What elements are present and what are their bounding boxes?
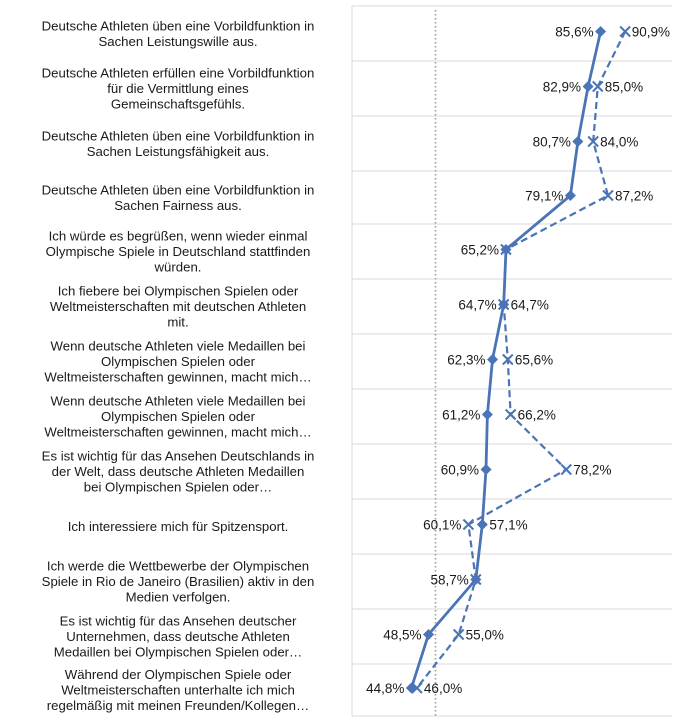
category-label-line: Wenn deutsche Athleten viele Medaillen bei [50, 338, 306, 354]
series-1-value-label: 64,7% [458, 297, 497, 313]
category-label [42, 559, 315, 605]
category-label-line: Weltmeisterschaften mit deutschen Athleten [49, 299, 307, 314]
series-2-marker [463, 520, 473, 530]
category-label-line: würden. [154, 259, 202, 275]
series-2-value-label: 66,2% [517, 407, 556, 423]
series-1-line [411, 32, 600, 689]
series-1-value-label: 60,1% [423, 517, 462, 533]
category-label-line: Ich werde die Wettbewerbe der Olympischen [46, 558, 310, 574]
series-1-marker [482, 409, 493, 420]
category-label-line: regelmäßig mit meinen Freunden/Kollegen… [46, 698, 310, 713]
series-1-value-label: 65,2% [460, 242, 499, 258]
series-1-value-label: 85,6% [555, 24, 594, 40]
series-2-marker [620, 27, 630, 37]
category-label-line: Olympischen Spielen oder [101, 409, 255, 424]
series-2-value-label: 90,9% [631, 24, 670, 40]
category-label-line: mit. [167, 314, 189, 330]
series-1-value-label: 61,2% [442, 407, 481, 423]
series-2-value-label: 46,0% [423, 681, 463, 696]
category-label [68, 519, 289, 534]
series-2-value-label: 65,6% [514, 352, 554, 368]
category-label-line: Deutsche Athleten üben eine Vorbildfunktion in [41, 18, 315, 34]
series-1-value-label: 58,7% [430, 572, 469, 588]
category-label-line: Ich würde es begrüßen, wenn wieder einmal [48, 228, 308, 244]
category-label-line: Medien verfolgen. [125, 589, 231, 605]
series-2-value-label: 85,0% [604, 79, 644, 95]
category-label [46, 229, 311, 275]
category-label-line: Sachen Leistungsfähigkeit aus. [86, 143, 270, 159]
series-1-marker [583, 81, 594, 92]
value-labels [366, 25, 670, 697]
category-label-line: Weltmeisterschaften gewinnen, macht mich… [44, 369, 312, 385]
category-label-line: Sachen Leistungswille aus. [98, 33, 258, 49]
series-2-value-label: 84,0% [600, 134, 639, 150]
series-1-marker [487, 354, 498, 365]
category-label-line: Sachen Fairness aus. [114, 197, 242, 213]
category-label-line: Es ist wichtig für das Ansehen deutscher [59, 613, 297, 629]
series-1-marker [481, 464, 492, 475]
series-1-marker [406, 683, 417, 694]
category-label-line: Medaillen bei Olympischen Spielen oder… [53, 644, 303, 660]
series-1-value-label: 79,1% [525, 188, 564, 204]
series-1-marker [595, 26, 606, 37]
category-label [50, 284, 306, 330]
category-labels [42, 18, 315, 713]
category-label-line: Deutsche Athleten üben eine Vorbildfunktion in [41, 182, 315, 198]
category-label-line: Deutsche Athleten erfüllen eine Vorbildfunktion [41, 65, 315, 81]
series-2-value-label: 87,2% [615, 188, 654, 204]
category-label [54, 614, 303, 660]
category-label-line: für die Vermittlung eines [107, 81, 249, 96]
category-label [47, 667, 309, 713]
series-2-marker [506, 410, 516, 420]
category-label-line: Weltmeisterschaften gewinnen, macht mich… [44, 424, 312, 440]
category-label-line: Wenn deutsche Athleten viele Medaillen bei [50, 393, 306, 409]
category-label-line: Ich fiebere bei Olympischen Spielen oder [57, 283, 299, 299]
category-label-line: Während der Olympischen Spiele oder [64, 667, 292, 682]
row-gridlines [352, 6, 672, 716]
series-1-value-label: 82,9% [542, 79, 582, 95]
series-2-value-label: 57,1% [489, 517, 528, 533]
series-1-value-label: 62,3% [447, 352, 486, 368]
series-1-marker [572, 136, 583, 147]
category-label [44, 394, 311, 440]
category-label-line: Olympische Spiele in Deutschland stattfinden [45, 244, 311, 259]
series-1-value-label: 48,5% [383, 627, 422, 643]
category-label-line: Deutsche Athleten üben eine Vorbildfunktion in [41, 128, 315, 144]
series-1-value-label: 80,7% [532, 134, 571, 150]
series-2-value-label: 55,0% [465, 627, 504, 643]
category-label [42, 66, 315, 112]
series-1-value-label: 60,9% [440, 462, 480, 478]
series-2-marker [593, 82, 603, 92]
category-label [44, 339, 311, 385]
category-label-line: Es ist wichtig für das Ansehen Deutschlands in [41, 448, 315, 464]
series-1-value-label: 44,8% [366, 681, 405, 696]
series-2-marker [561, 465, 571, 475]
series-2-value-label: 78,2% [573, 462, 612, 478]
category-label-line: Unternehmen, dass deutsche Athleten [66, 629, 290, 644]
category-label-line: Spiele in Rio de Janeiro (Brasilien) aktiv in den [41, 574, 315, 589]
category-label-line: der Welt, dass deutsche Athleten Medaillen [51, 464, 305, 479]
category-label [42, 18, 315, 49]
category-label-line: bei Olympischen Spielen oder… [83, 479, 273, 495]
category-label-line: Weltmeisterschaften unterhalte ich mich [61, 682, 295, 698]
category-label-line: Olympischen Spielen oder [101, 354, 255, 369]
series-2-value-label: 64,7% [510, 297, 549, 313]
category-label [42, 449, 315, 495]
category-label [42, 182, 315, 213]
category-label [42, 128, 315, 159]
series-1-marker [477, 519, 488, 530]
category-label-line: Ich interessiere mich für Spitzensport. [67, 519, 289, 534]
category-label-line: Gemeinschaftsgefühls. [110, 96, 246, 112]
